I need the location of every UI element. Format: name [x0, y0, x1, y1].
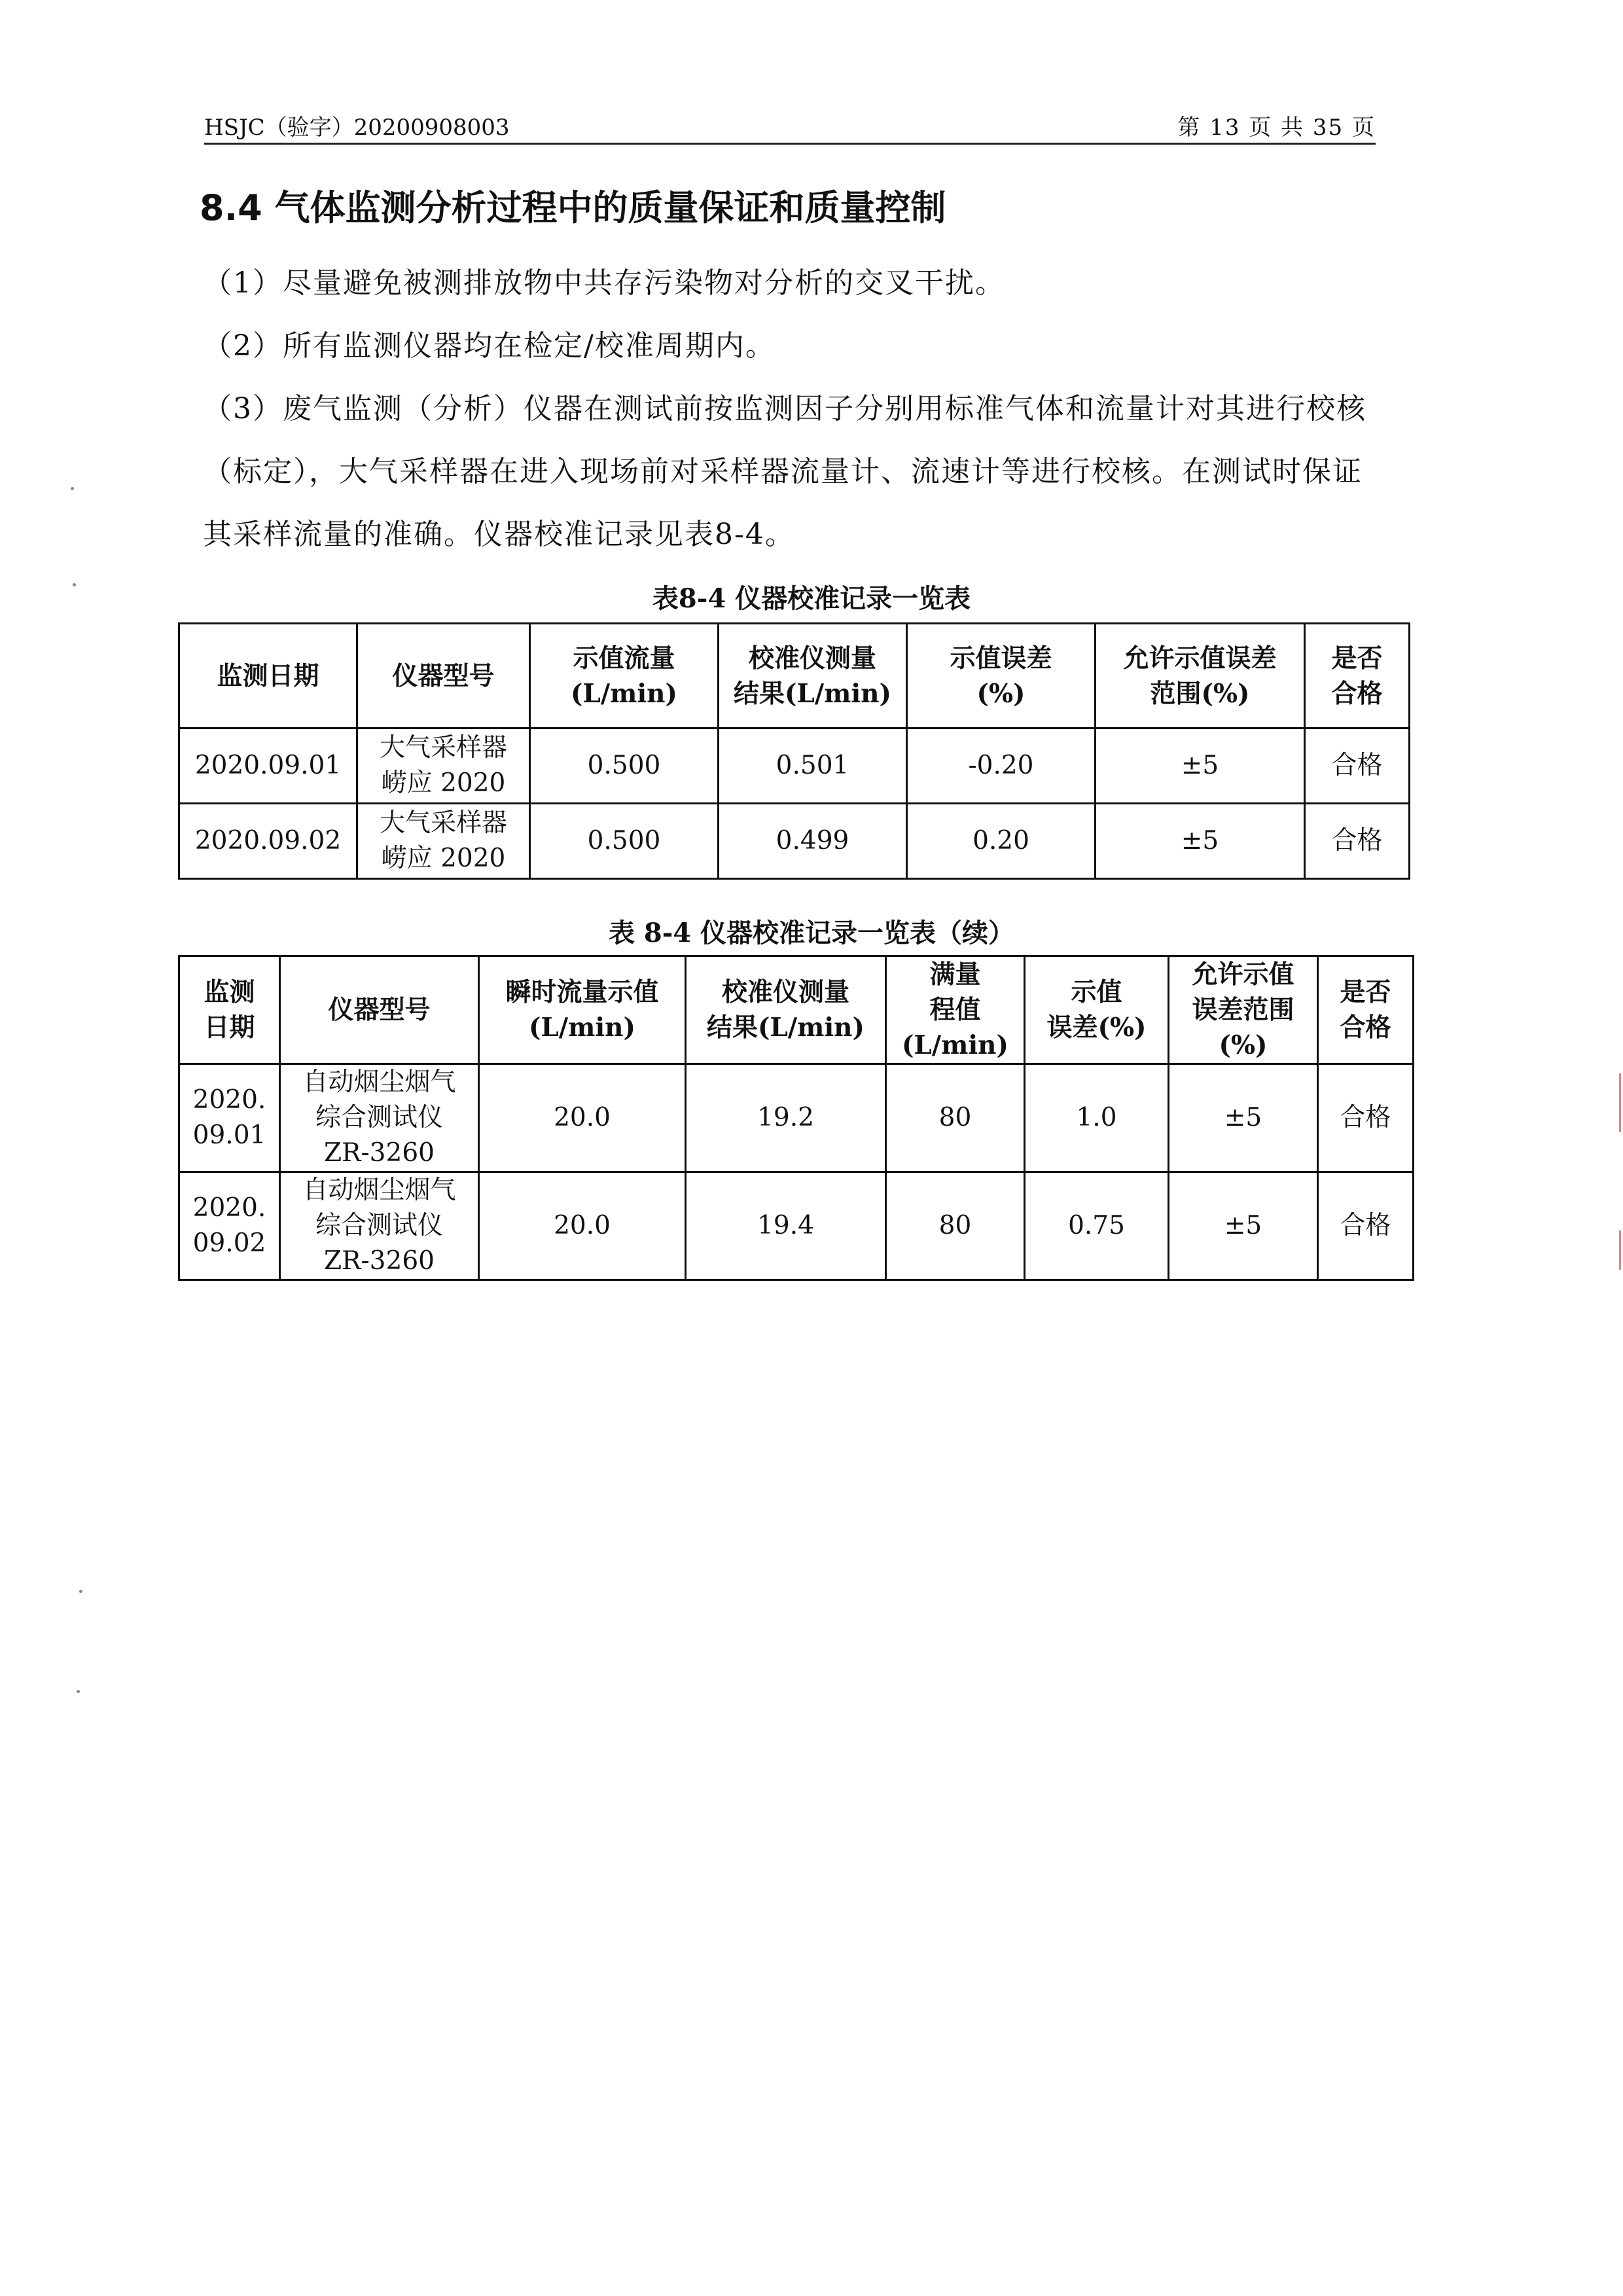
column-header: 示值误差 (%) [907, 624, 1096, 728]
table1-caption: 表8-4 仪器校准记录一览表 [652, 583, 971, 614]
table-cell: 1.0 [1025, 1064, 1169, 1172]
table-cell: 合格 [1305, 804, 1410, 879]
paragraph-1: （1）尽量避免被测排放物中共存污染物对分析的交叉干扰。 [203, 266, 1005, 300]
section-title: 8.4 气体监测分析过程中的质量保证和质量控制 [200, 187, 946, 228]
header-row [179, 624, 1410, 728]
column-header: 仪器型号 [357, 624, 530, 728]
calibration-table-continued [178, 955, 1414, 1281]
table-cell: 合格 [1305, 728, 1410, 804]
table-cell: 大气采样器 崂应 2020 [357, 728, 530, 804]
column-header: 允许示值误差 范围(%) [1096, 624, 1305, 728]
table-cell: 20.0 [479, 1064, 686, 1172]
scan-speck [77, 1690, 80, 1693]
page-number: 第 13 页 共 35 页 [1177, 115, 1376, 141]
calibration-table [178, 622, 1410, 880]
table-cell: 19.4 [686, 1172, 886, 1280]
column-header: 是否 合格 [1305, 624, 1410, 728]
column-header: 监测日期 [179, 624, 357, 728]
table-cell: 80 [886, 1172, 1025, 1280]
paragraph-3: （3）废气监测（分析）仪器在测试前按监测因子分别用标准气体和流量计对其进行校核（标定），大气采样器在进入现场前对采样器流量计、流速计等进行校核。在测试时保证其采样流量的准确。仪器校准记录见表8-4。 [203, 392, 1366, 551]
header-row [179, 956, 1414, 1064]
table-cell: 合格 [1318, 1172, 1414, 1280]
table-row [179, 1172, 1414, 1280]
table-cell: 自动烟尘烟气 综合测试仪 ZR-3260 [280, 1172, 479, 1280]
table-cell: ±5 [1096, 804, 1305, 879]
table-cell: 合格 [1318, 1064, 1414, 1172]
column-header: 瞬时流量示值 (L/min) [479, 956, 686, 1064]
table-cell: 20.0 [479, 1172, 686, 1280]
table-cell: 0.499 [719, 804, 907, 879]
table2-caption: 表 8-4 仪器校准记录一览表（续） [608, 918, 1015, 948]
scan-edge-mark [1619, 1230, 1621, 1270]
document-id: HSJC（验字）20200908003 [204, 115, 510, 141]
table-cell: ±5 [1169, 1172, 1318, 1280]
table-cell: 2020.09.02 [179, 804, 357, 879]
column-header: 监测 日期 [179, 956, 280, 1064]
paragraph-2: （2）所有监测仪器均在检定/校准周期内。 [203, 329, 776, 363]
column-header: 校准仪测量 结果(L/min) [686, 956, 886, 1064]
column-header: 示值 误差(%) [1025, 956, 1169, 1064]
table-cell: 0.20 [907, 804, 1096, 879]
table-cell: 自动烟尘烟气 综合测试仪 ZR-3260 [280, 1064, 479, 1172]
table-cell: 0.500 [530, 728, 719, 804]
scan-speck [71, 487, 74, 490]
table-cell: 0.500 [530, 804, 719, 879]
scan-edge-mark [1619, 1073, 1621, 1132]
table-row [179, 728, 1410, 804]
table-cell: ±5 [1096, 728, 1305, 804]
scan-speck [79, 1590, 82, 1593]
scan-speck [73, 583, 76, 586]
table-cell: 2020. 09.01 [179, 1064, 280, 1172]
column-header: 是否 合格 [1318, 956, 1414, 1064]
table-cell: 80 [886, 1064, 1025, 1172]
table-cell: 0.75 [1025, 1172, 1169, 1280]
column-header: 允许示值 误差范围 (%) [1169, 956, 1318, 1064]
table-row [179, 804, 1410, 879]
table-cell: 2020.09.01 [179, 728, 357, 804]
page-header [204, 113, 1376, 145]
table-cell: -0.20 [907, 728, 1096, 804]
table-cell: 2020. 09.02 [179, 1172, 280, 1280]
column-header: 示值流量 (L/min) [530, 624, 719, 728]
table-cell: ±5 [1169, 1064, 1318, 1172]
table-cell: 大气采样器 崂应 2020 [357, 804, 530, 879]
table-cell: 19.2 [686, 1064, 886, 1172]
table-row [179, 1064, 1414, 1172]
column-header: 仪器型号 [280, 956, 479, 1064]
table-cell: 0.501 [719, 728, 907, 804]
column-header: 满量 程值 (L/min) [886, 956, 1025, 1064]
column-header: 校准仪测量 结果(L/min) [719, 624, 907, 728]
